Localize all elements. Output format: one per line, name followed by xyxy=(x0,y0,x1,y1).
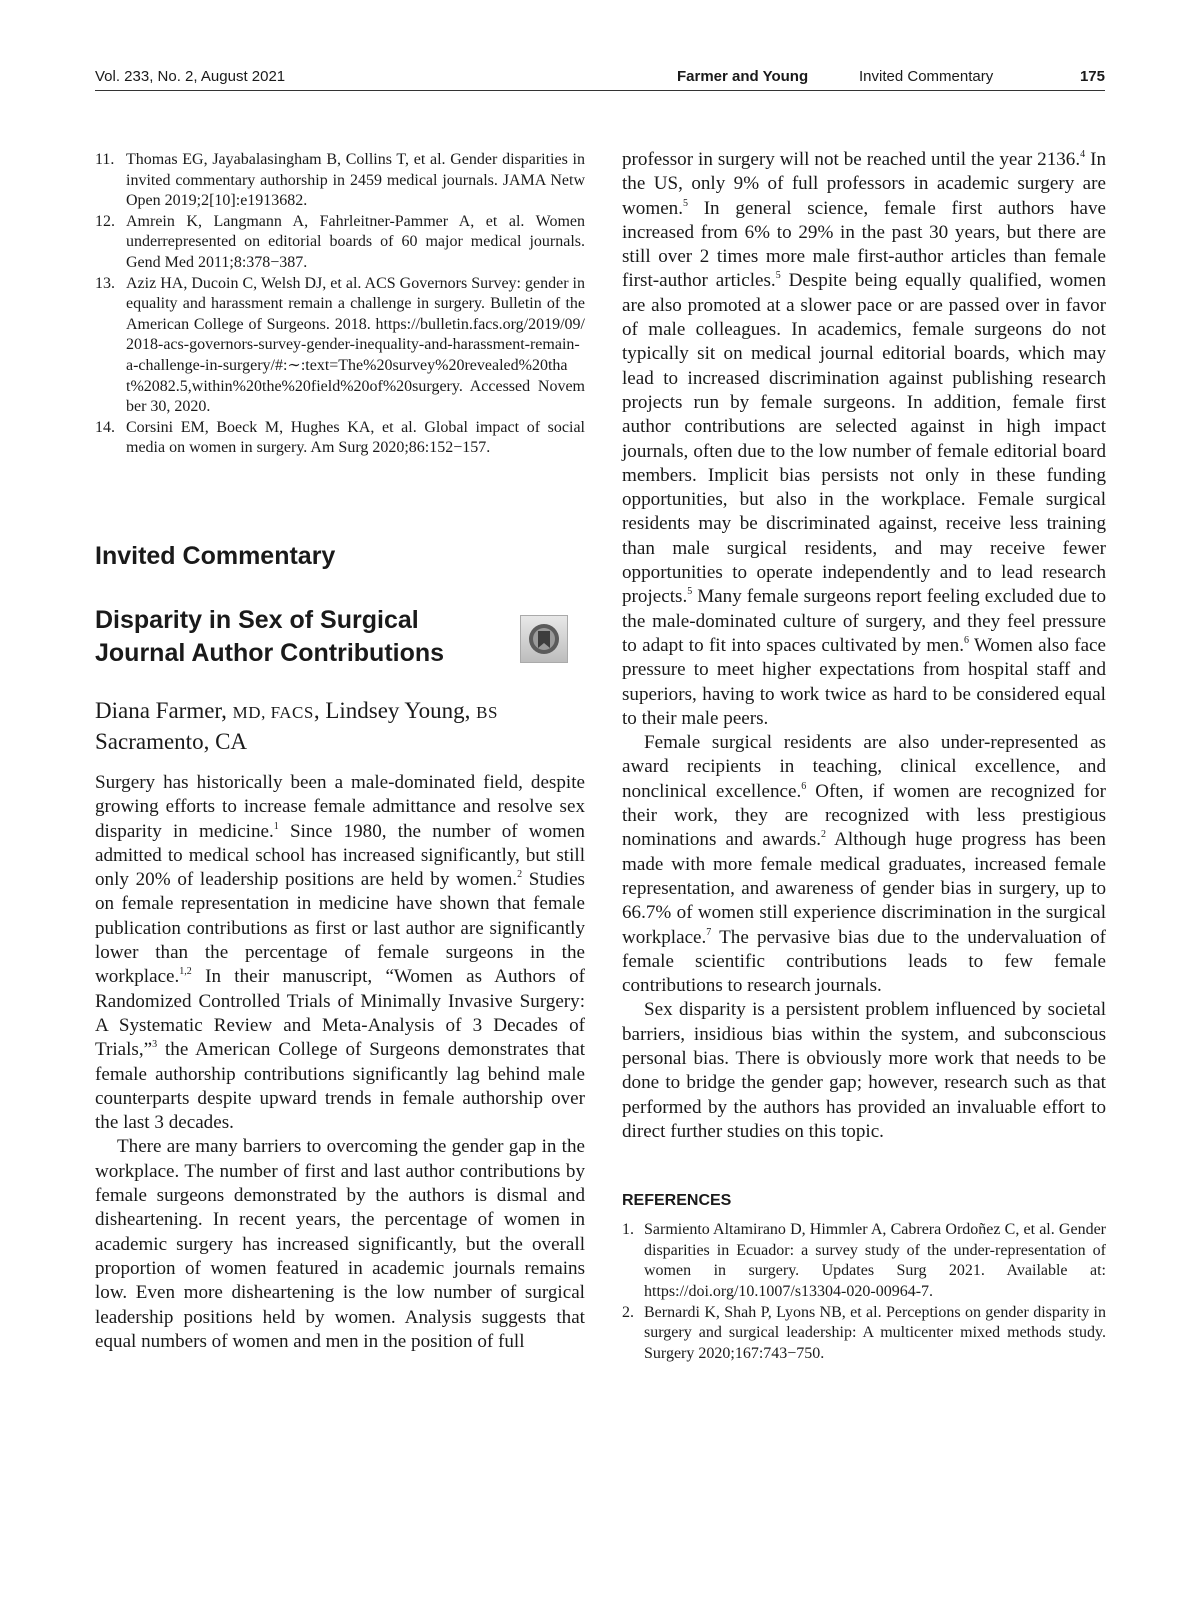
reference-text: Corsini EM, Boeck M, Hughes KA, et al. Global impact of social media on women in surgery. Am Surg 2020;86:152−157. xyxy=(126,418,585,457)
article-title: Disparity in Sex of Surgical Journal Author Contributions xyxy=(95,606,445,667)
body-paragraph-3: Female surgical residents are also under-represented as award recipients in teaching, clinical excellence, and nonclinical excellence.$^6$ Often, if women are recognized for their work, they are recognized with less prestigious nominations and awards.$^2$ Although huge progress has been made with more female medical graduates, increased female representation, and awareness of gender bias in surgery, up to 66.7% of women still experience discrimination in the surgical workplace.$^7$ The pervasive bias due to the undervaluation of female scientific contributions leads to few female contributions to research journals. xyxy=(622,732,1106,997)
citation-superscript: 7 xyxy=(706,926,712,938)
citation-superscript: 5 xyxy=(687,586,693,598)
crossmark-icon[interactable] xyxy=(520,615,568,663)
reference-number: 1. xyxy=(622,1221,634,1239)
author-1: Diana Farmer, xyxy=(95,698,233,723)
body-paragraph-2-continued: professor in surgery will not be reached until the year 2136.$^4$ In the US, only 9% of full professors in academic surgery are women.$^5$ In general science, female first authors have increased from 6% to 29% in the past 30 years, but there are still over 2 times more male first-author articles than female first-author articles.$^5$ Despite being equally qualified, women are also promoted at a slower pace or are passed over in favor of male colleagues. In academics, female surgeons do not typically sit on medical journal editorial boards, which may lead to increased discrimination against publishing research projects run by female surgeons. In addition, female first author contributions are selected against in high impact journals, often due to the low number of female editorial board members. Implicit bias persists not only in these funding opportunities, but also in the workplace. Female surgical residents may be discriminated against, receive less training than male surgical residents, and may receive fewer opportunities to operate independently and to lead research projects.$^5$ Many female surgeons report feeling excluded due to the male-dominated culture of surgery, and they feel pressure to adapt to fit into spaces cultivated by men.$^6$ Women also face pressure to meet higher expectations from hospital staff and superiors, having to work twice as hard to be considered equal to their male peers. xyxy=(622,149,1106,729)
previous-article-references xyxy=(95,150,585,459)
citation-superscript: 6 xyxy=(963,634,969,646)
author-2-degree: BS xyxy=(476,703,498,722)
citation-superscript: 5 xyxy=(682,197,688,209)
header-section: Invited Commentary xyxy=(859,68,994,85)
author-location: Sacramento, CA xyxy=(95,729,248,754)
reference-item xyxy=(95,150,585,212)
citation-superscript: 1 xyxy=(273,820,279,832)
left-column xyxy=(95,150,585,1352)
author-1-degree: MD, FACS xyxy=(232,703,314,722)
citation-superscript: 3 xyxy=(152,1039,158,1051)
body-paragraph-1: Surgery has historically been a male-dominated field, despite growing efforts to increase female admittance and resolve sex disparity in medicine.$^1$ Since 1980, the number of women admitted to medical school has increased significantly, but still only 20% of leadership positions are held by women.$^2$ Studies on female representation in medicine have shown that female publication contributions as first or last author are significantly lower than the percentage of female surgeons in the workplace.$^{1,2}$ In their manuscript, “Women as Authors of Randomized Controlled Trials of Minimally Invasive Surgery: A Systematic Review and Meta-Analysis of 3 Decades of Trials,”$^3$ the American College of Surgeons demonstrates that female authorship contributions significantly lag behind male counterparts despite upward trends in female authorship over the last 3 decades. xyxy=(95,772,585,1134)
citation-superscript: 2 xyxy=(821,829,827,841)
reference-item xyxy=(95,212,585,274)
citation-superscript: 2 xyxy=(517,869,523,881)
reference-number: 12. xyxy=(95,212,115,230)
citation-superscript: 6 xyxy=(801,780,807,792)
citation-superscript: 5 xyxy=(775,270,781,282)
reference-text: Bernardi K, Shah P, Lyons NB, et al. Perceptions on gender disparity in surgery and surgical leadership: A multicenter mixed methods study. Surgery 2020;167:743−750. xyxy=(644,1303,1106,1362)
crossmark-glyph xyxy=(527,622,561,656)
references-list xyxy=(622,1220,1106,1364)
right-column xyxy=(622,148,1106,1364)
reference-item xyxy=(95,274,585,418)
references-heading: REFERENCES xyxy=(622,1192,732,1210)
reference-number: 13. xyxy=(95,274,115,292)
citation-superscript: 1,2 xyxy=(179,966,192,978)
reference-item xyxy=(622,1303,1106,1365)
references-section xyxy=(622,1192,1106,1364)
reference-number: 14. xyxy=(95,418,115,436)
author-2: , Lindsey Young, xyxy=(313,698,477,723)
section-heading: Invited Commentary xyxy=(95,542,336,570)
reference-number: 2. xyxy=(622,1303,634,1321)
author-byline xyxy=(95,696,498,756)
body-left xyxy=(95,771,585,1354)
reference-number: 11. xyxy=(95,151,115,168)
reference-text: Aziz HA, Ducoin C, Welsh DJ, et al. ACS Governors Survey: gender inequality and harassment remain a challenge in surgery. Bulletin of the American College of Surgeons. 2018. https://bulletin.facs.org/2019/09/2018-acs-governors-survey-gender-inequality-and-harassment-remain-a-challenge-in-surgery/#:∼:text=The%20survey%20revealed%20that%2082.5,within%20the%20field%20of%20surgery. Accessed November 30, 2020. xyxy=(126,274,585,416)
reference-text: Amrein K, Langmann A, Fahrleitner-Pammer A, et al. Women underrepresented on editorial boards of 60 major medical journals. Gend Med 2011;8:378−387. xyxy=(126,212,585,271)
body-paragraph-4: Sex disparity is a persistent problem influenced by societal barriers, insidious bias within the system, and subconscious personal bias. There is obviously more work that needs to be done to bridge the gender gap; however, research such as that performed by the authors has provided an invaluable effort to direct further studies on this topic. xyxy=(622,999,1106,1142)
reference-item xyxy=(622,1220,1106,1302)
reference-text: Thomas EG, Jayabalasingham B, Collins T, et al. Gender disparities in invited commentary authorship in 2459 medical journals. JAMA Netw Open 2019;2[10]:e1913682. xyxy=(126,151,585,210)
body-paragraph-2: There are many barriers to overcoming the gender gap in the workplace. The number of first and last author contributions by female surgeons demonstrated by the authors is dismal and disheartening. In recent years, the percentage of women in academic surgery has increased significantly, but the overall proportion of women featured in academic journals remains low. Even more disheartening is the low number of surgical leadership positions held by women. Analysis suggests that equal numbers of women and men in the position of full xyxy=(95,1136,585,1352)
reference-text: Sarmiento Altamirano D, Himmler A, Cabrera Ordoñez C, et al. Gender disparities in Ecuador: a survey study of the under-representation of women in surgery. Updates Surg 2021. Available at: https://doi.org/10.1007/s13304-020-00964-7. xyxy=(644,1221,1106,1300)
journal-volume: Vol. 233, No. 2, August 2021 xyxy=(95,68,286,85)
page-number: 175 xyxy=(1079,68,1105,85)
running-header xyxy=(95,68,1105,91)
header-authors: Farmer and Young xyxy=(677,68,809,85)
author-names xyxy=(95,696,498,727)
reference-item xyxy=(95,418,585,459)
citation-superscript: 4 xyxy=(1080,149,1086,160)
